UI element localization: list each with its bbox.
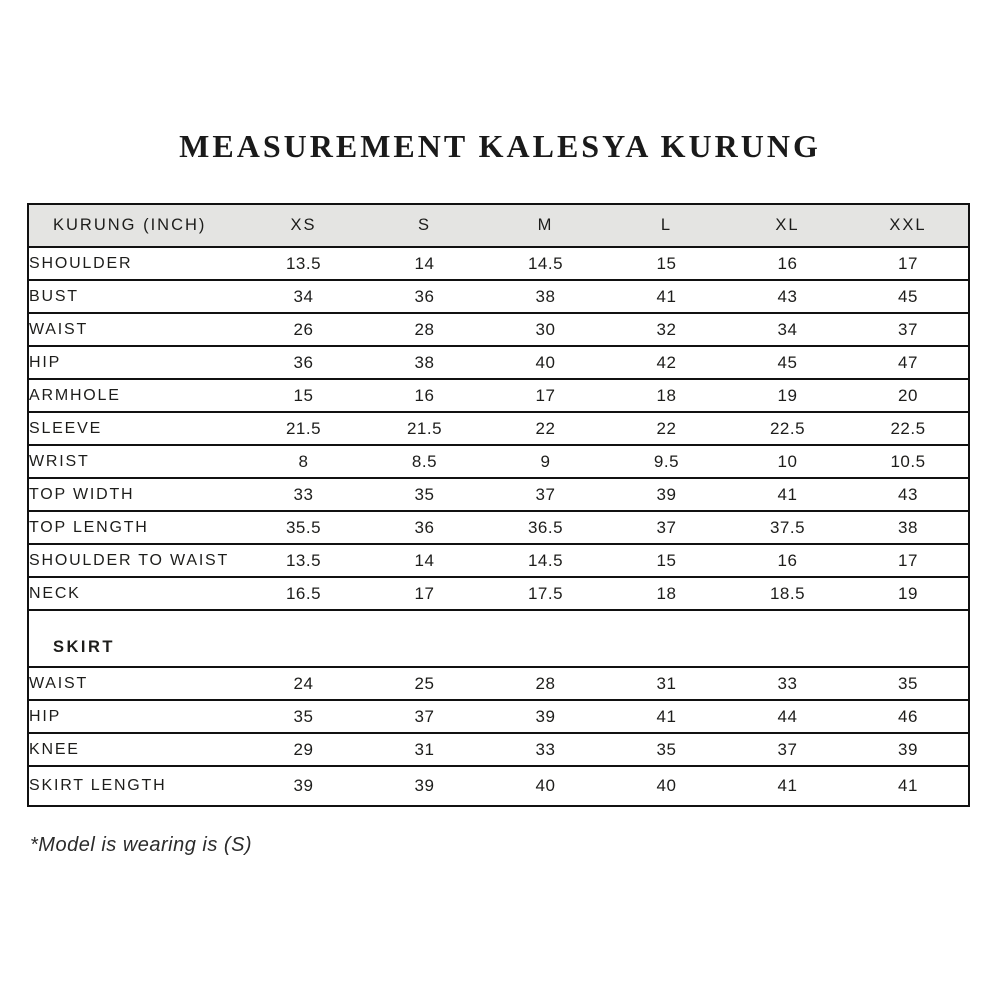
table-row xyxy=(28,511,969,544)
measurement-value: 36.5 xyxy=(485,511,606,544)
row-label: SHOULDER TO WAIST xyxy=(28,544,243,577)
measurement-value: 16 xyxy=(364,379,485,412)
measurement-value: 22 xyxy=(606,412,727,445)
measurement-value: 34 xyxy=(243,280,364,313)
measurement-value: 9.5 xyxy=(606,445,727,478)
measurement-value: 41 xyxy=(848,766,969,806)
row-label: WAIST xyxy=(28,313,243,346)
column-header-size-xxl: XXL xyxy=(848,204,969,247)
measurement-value: 14 xyxy=(364,247,485,280)
table-row xyxy=(28,445,969,478)
measurement-value: 35 xyxy=(848,667,969,700)
row-label: SLEEVE xyxy=(28,412,243,445)
measurement-value: 37 xyxy=(485,478,606,511)
measurement-value: 17 xyxy=(364,577,485,610)
measurement-value: 16 xyxy=(727,544,848,577)
measurement-value: 38 xyxy=(848,511,969,544)
measurement-value: 35 xyxy=(606,733,727,766)
row-label: WAIST xyxy=(28,667,243,700)
measurement-value: 39 xyxy=(606,478,727,511)
measurement-value: 31 xyxy=(364,733,485,766)
row-label: SHOULDER xyxy=(28,247,243,280)
measurement-value: 43 xyxy=(848,478,969,511)
measurement-value: 41 xyxy=(606,280,727,313)
table-row xyxy=(28,478,969,511)
measurement-value: 40 xyxy=(606,766,727,806)
measurement-value: 36 xyxy=(364,511,485,544)
measurement-value: 26 xyxy=(243,313,364,346)
table-row xyxy=(28,280,969,313)
row-label: WRIST xyxy=(28,445,243,478)
measurement-value: 37 xyxy=(364,700,485,733)
measurement-value: 33 xyxy=(727,667,848,700)
measurement-value: 39 xyxy=(485,700,606,733)
measurement-value: 17 xyxy=(485,379,606,412)
measurement-value: 32 xyxy=(606,313,727,346)
table-row xyxy=(28,313,969,346)
measurement-value: 18 xyxy=(606,379,727,412)
measurement-value: 39 xyxy=(364,766,485,806)
table-row xyxy=(28,667,969,700)
measurement-value: 28 xyxy=(485,667,606,700)
measurement-value: 36 xyxy=(243,346,364,379)
measurement-value: 22.5 xyxy=(727,412,848,445)
column-header-size-m: M xyxy=(485,204,606,247)
measurement-value: 36 xyxy=(364,280,485,313)
measurement-value: 45 xyxy=(727,346,848,379)
column-header-kurung-inch: KURUNG (INCH) xyxy=(28,204,243,247)
measurement-value: 22.5 xyxy=(848,412,969,445)
measurement-value: 41 xyxy=(727,478,848,511)
measurement-value: 38 xyxy=(485,280,606,313)
measurement-value: 15 xyxy=(606,247,727,280)
measurement-value: 33 xyxy=(243,478,364,511)
measurement-value: 20 xyxy=(848,379,969,412)
measurement-value: 44 xyxy=(727,700,848,733)
column-header-size-xs: XS xyxy=(243,204,364,247)
measurement-value: 28 xyxy=(364,313,485,346)
measurement-value: 41 xyxy=(606,700,727,733)
skirt-section-header xyxy=(28,610,969,667)
table-row xyxy=(28,700,969,733)
measurement-value: 25 xyxy=(364,667,485,700)
measurement-value: 18 xyxy=(606,577,727,610)
measurement-value: 9 xyxy=(485,445,606,478)
measurement-value: 16 xyxy=(727,247,848,280)
table-header-row xyxy=(28,204,969,247)
skirt-section-body xyxy=(28,667,969,806)
measurement-value: 18.5 xyxy=(727,577,848,610)
table-row xyxy=(28,733,969,766)
measurement-value: 34 xyxy=(727,313,848,346)
measurement-value: 19 xyxy=(848,577,969,610)
page-title: MEASUREMENT KALESYA KURUNG xyxy=(179,128,821,164)
measurement-value: 8 xyxy=(243,445,364,478)
measurement-value: 40 xyxy=(485,346,606,379)
row-label: HIP xyxy=(28,700,243,733)
table-row xyxy=(28,247,969,280)
measurement-value: 37.5 xyxy=(727,511,848,544)
measurement-value: 10.5 xyxy=(848,445,969,478)
measurement-value: 14.5 xyxy=(485,247,606,280)
measurement-value: 15 xyxy=(606,544,727,577)
measurement-value: 39 xyxy=(848,733,969,766)
skirt-section-row xyxy=(28,610,969,667)
row-label: NECK xyxy=(28,577,243,610)
measurement-value: 22 xyxy=(485,412,606,445)
measurement-value: 13.5 xyxy=(243,544,364,577)
measurement-value: 37 xyxy=(727,733,848,766)
column-header-size-l: L xyxy=(606,204,727,247)
measurement-value: 21.5 xyxy=(364,412,485,445)
row-label: ARMHOLE xyxy=(28,379,243,412)
measurement-value: 8.5 xyxy=(364,445,485,478)
measurement-value: 17 xyxy=(848,544,969,577)
measurement-value: 30 xyxy=(485,313,606,346)
measurement-value: 41 xyxy=(727,766,848,806)
table-row xyxy=(28,346,969,379)
kurung-section-body xyxy=(28,247,969,610)
row-label: KNEE xyxy=(28,733,243,766)
measurement-value: 10 xyxy=(727,445,848,478)
measurement-value: 40 xyxy=(485,766,606,806)
measurement-value: 42 xyxy=(606,346,727,379)
measurement-value: 31 xyxy=(606,667,727,700)
row-label: SKIRT LENGTH xyxy=(28,766,243,806)
measurement-value: 13.5 xyxy=(243,247,364,280)
measurement-value: 19 xyxy=(727,379,848,412)
measurement-value: 16.5 xyxy=(243,577,364,610)
table-row xyxy=(28,577,969,610)
measurement-value: 39 xyxy=(243,766,364,806)
table-row xyxy=(28,379,969,412)
measurement-value: 37 xyxy=(848,313,969,346)
measurement-value: 17 xyxy=(848,247,969,280)
row-label: TOP LENGTH xyxy=(28,511,243,544)
footnote: *Model is wearing is (S) xyxy=(30,834,253,856)
row-label: TOP WIDTH xyxy=(28,478,243,511)
table-row xyxy=(28,412,969,445)
measurement-value: 33 xyxy=(485,733,606,766)
measurement-value: 35 xyxy=(364,478,485,511)
measurement-value: 35.5 xyxy=(243,511,364,544)
column-header-size-xl: XL xyxy=(727,204,848,247)
measurement-value: 37 xyxy=(606,511,727,544)
measurement-value: 14.5 xyxy=(485,544,606,577)
measurement-value: 46 xyxy=(848,700,969,733)
measurement-value: 24 xyxy=(243,667,364,700)
measurement-value: 45 xyxy=(848,280,969,313)
measurement-value: 15 xyxy=(243,379,364,412)
column-header-size-s: S xyxy=(364,204,485,247)
measurement-value: 47 xyxy=(848,346,969,379)
measurement-value: 17.5 xyxy=(485,577,606,610)
measurement-value: 43 xyxy=(727,280,848,313)
measurement-table xyxy=(27,203,970,807)
measurement-value: 14 xyxy=(364,544,485,577)
table-row xyxy=(28,766,969,806)
measurement-value: 38 xyxy=(364,346,485,379)
measurement-value: 35 xyxy=(243,700,364,733)
measurement-value: 21.5 xyxy=(243,412,364,445)
row-label: BUST xyxy=(28,280,243,313)
table-row xyxy=(28,544,969,577)
measurement-value: 29 xyxy=(243,733,364,766)
skirt-section-label: SKIRT xyxy=(28,610,969,667)
row-label: HIP xyxy=(28,346,243,379)
